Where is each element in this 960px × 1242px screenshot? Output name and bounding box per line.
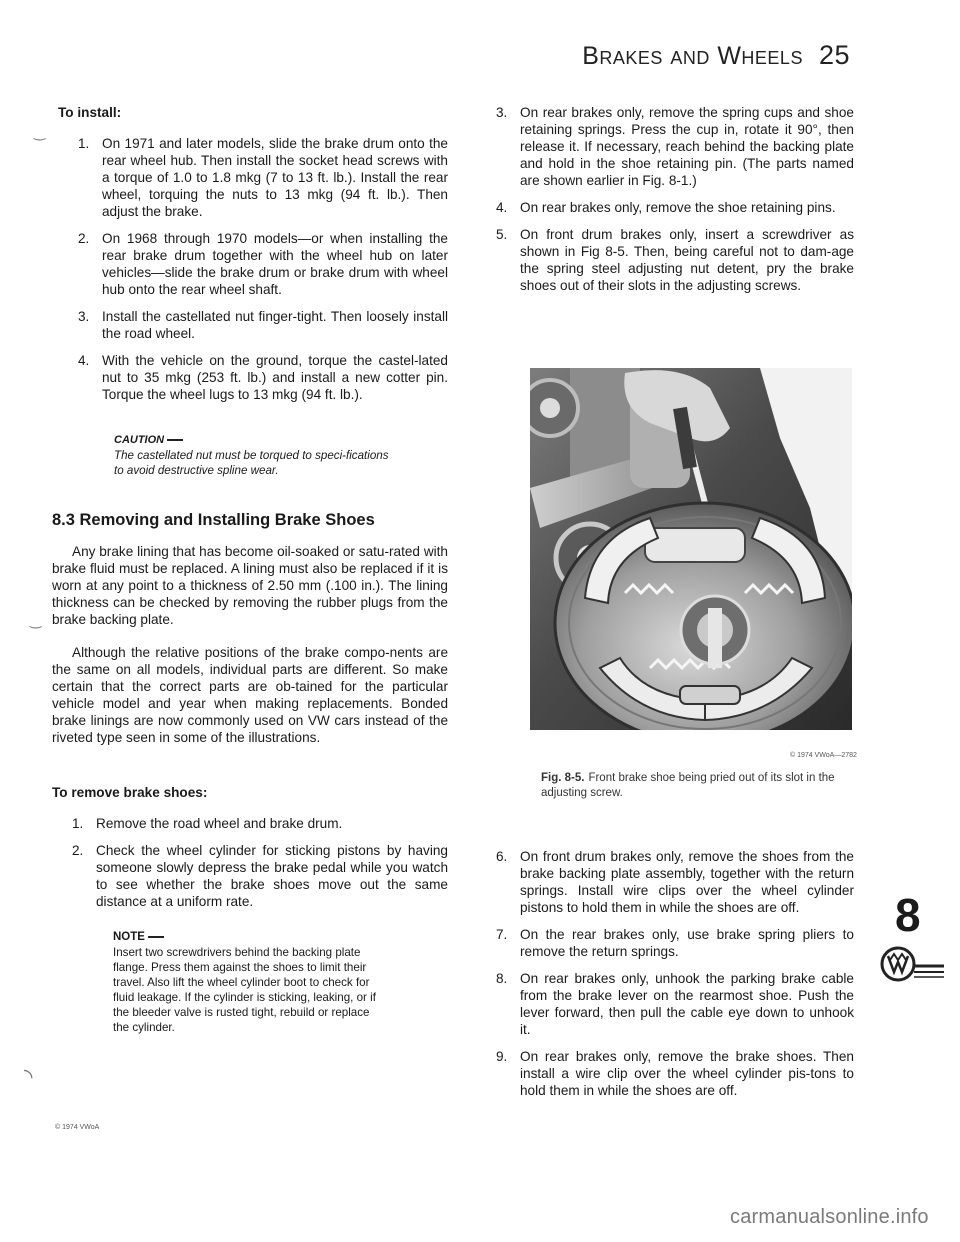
list-item: 6. On front drum brakes only, remove the shoes from the brake backing plate assembly, together with the return springs. Install wire clips over the wheel cylinder pistons to hold them in while the shoes are off. <box>496 849 854 915</box>
note-text: Insert two screwdrivers behind the backing plate flange. Press them against the shoes to limit their travel. Also lift the wheel cylinder boot to check for fluid leakage. If the cylinder is sticking, leaking, or if the bleeder valve is rusted tight, rebuild or replace the cylinder. <box>113 946 376 1034</box>
page-number: 25 <box>818 40 850 70</box>
list-item: 2. On 1968 through 1970 models—or when installing the rear brake drum together with the wheel hub on later vehicles—slide the brake drum or brake drum with wheel hub onto the rear wheel shaft. <box>78 231 448 297</box>
install-heading: To install: <box>58 105 122 120</box>
figure-credit: © 1974 VWoA—2782 <box>790 752 857 759</box>
page-credit: © 1974 VWoA <box>55 1124 100 1131</box>
list-item: 1. On 1971 and later models, slide the brake drum onto the rear wheel hub. Then install the socket head screws with a torque of 1.0 to 1.8 mkg (7 to 13 ft. lb.). Install the rear wheel, torquing the nuts to 13 mkg (94 ft. lb.). Then adjust the brake. <box>78 136 448 219</box>
chapter-tab-number: 8 <box>895 889 921 941</box>
remove-steps <box>72 815 448 910</box>
list-item: 4. On rear brakes only, remove the shoe retaining pins. <box>496 200 836 215</box>
figure-label: Fig. 8-5. <box>541 772 585 784</box>
remove-heading: To remove brake shoes: <box>52 785 208 800</box>
section-title: 8.3 Removing and Installing Brake Shoes <box>52 511 375 529</box>
list-item: 2. Check the wheel cylinder for sticking pistons by having someone slowly depress the brake pedal while you watch to see whether the brake shoes move out the same distance at a uniform rate. <box>72 843 448 909</box>
list-item: 3. Install the castellated nut finger-tight. Then loosely install the road wheel. <box>78 309 448 341</box>
remove-steps-final <box>496 848 854 1099</box>
vw-logo-icon <box>880 944 946 989</box>
list-item: 1. Remove the road wheel and brake drum. <box>72 816 343 831</box>
caution-label: CAUTION <box>114 433 394 448</box>
list-item: 4. With the vehicle on the ground, torque the castel-lated nut to 35 mkg (253 ft. lb.) and install a new cotter pin. Torque the wheel lugs to 13 mkg (94 ft. lb.). <box>78 353 448 402</box>
note-box <box>113 930 385 1035</box>
paragraph: Although the relative positions of the brake compo-nents are the same on all models, individual parts are different. So make certain that the correct parts are ob-tained for the particular vehicle model and year when making replacements. Bonded brake linings are now commonly used on VW cars instead of the riveted type seen in some of the illustrations. <box>52 645 448 745</box>
right-column-top <box>496 104 854 304</box>
remove-steps-continued <box>496 104 854 294</box>
right-column-bottom <box>496 848 854 1109</box>
figure-caption <box>541 771 855 801</box>
paragraph: Any brake lining that has become oil-soaked or satu-rated with brake fluid must be replaced. A lining must also be replaced if it is worn at any point to a thickness of 2.50 mm (.100 in.). The lining thickness can be checked by removing the rubber plugs from the brake backing plate. <box>52 544 448 627</box>
caution-text: The castellated nut must be torqued to speci-fications to avoid destructive spline wear. <box>114 449 389 477</box>
list-item: 5. On front drum brakes only, insert a screwdriver as shown in Fig 8-5. Then, being careful not to dam-age the spring steel adjusting nut detent, pry the brake shoes out of their slots in the adjusting screws. <box>496 227 854 293</box>
install-steps <box>78 135 448 403</box>
left-column <box>52 104 448 1035</box>
margin-mark: ◝ <box>24 1064 33 1089</box>
margin-mark: ‿ <box>34 124 46 140</box>
margin-mark: ‿ <box>30 612 42 628</box>
list-item: 3. On rear brakes only, remove the spring cups and shoe retaining springs. Press the cup in, rotate it 90°, then release it. If necessary, reach behind the backing plate and hold in the shoe retaining pin. (The parts named are shown earlier in Fig. 8-1.) <box>496 105 854 188</box>
page-header <box>582 40 850 71</box>
watermark: carmanualsonline.info <box>730 1206 929 1228</box>
brake-drum-illustration <box>530 368 852 730</box>
list-item: 7. On the rear brakes only, use brake spring pliers to remove the return springs. <box>496 927 854 959</box>
caution-box <box>114 433 394 478</box>
brake-assembly-photo <box>530 368 852 730</box>
figure-caption-text: Front brake shoe being pried out of its slot in the adjusting screw. <box>541 772 835 799</box>
header-title: Brakes and Wheels <box>582 42 803 70</box>
note-label: NOTE <box>113 930 385 945</box>
list-item: 9. On rear brakes only, remove the brake shoes. Then install a wire clip over the wheel cylinder pis-tons to hold them in while the shoes are off. <box>496 1049 854 1098</box>
list-item: 8. On rear brakes only, unhook the parking brake cable from the brake lever on the rearmost shoe. Push the lever forward, then pull the cable eye down to unhook it. <box>496 971 854 1037</box>
